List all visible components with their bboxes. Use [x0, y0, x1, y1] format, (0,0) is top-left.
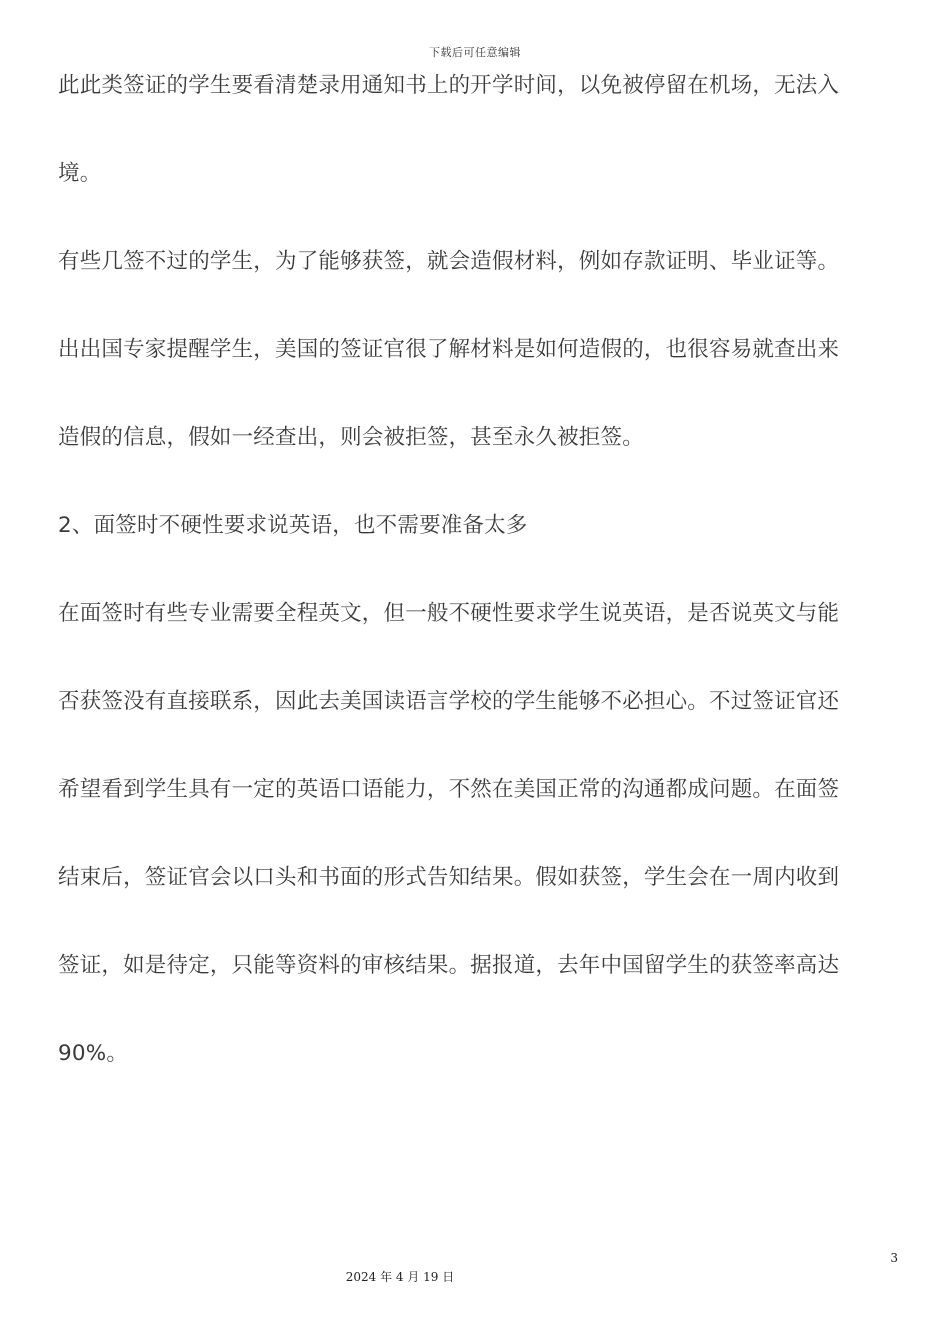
- text-line: 在面签时有些专业需要全程英文，但一般不硬性要求学生说英语，是否说英文与能: [58, 601, 840, 626]
- text-line: 否获签没有直接联系，因此去美国读语言学校的学生能够不必担心。不过签证官还: [58, 689, 840, 714]
- text-line: 90%。: [58, 1041, 129, 1066]
- text-line: 造假的信息，假如一经查出，则会被拒签，甚至永久被拒签。: [58, 425, 644, 450]
- page-header: 下载后可任意编辑: [429, 46, 521, 59]
- text-line: 境。: [58, 161, 102, 186]
- section-heading: 2、面签时不硬性要求说英语，也不需要准备太多: [58, 513, 528, 538]
- text-line: 出出国专家提醒学生，美国的签证官很了解材料是如何造假的，也很容易就查出来: [58, 337, 840, 362]
- page-number: 3: [890, 1251, 898, 1265]
- document-body: [58, 64, 898, 1120]
- text-line: 签证，如是待定，只能等资料的审核结果。据报道，去年中国留学生的获签率高达: [58, 953, 840, 978]
- page-footer-date: 2024 年 4 月 19 日: [345, 1270, 455, 1284]
- text-line: 结束后，签证官会以口头和书面的形式告知结果。假如获签，学生会在一周内收到: [58, 865, 840, 890]
- text-line: 此此类签证的学生要看清楚录用通知书上的开学时间，以免被停留在机场，无法入: [58, 73, 840, 98]
- text-line: 有些几签不过的学生，为了能够获签，就会造假材料，例如存款证明、毕业证等。: [58, 249, 840, 274]
- text-line: 希望看到学生具有一定的英语口语能力，不然在美国正常的沟通都成问题。在面签: [58, 777, 840, 802]
